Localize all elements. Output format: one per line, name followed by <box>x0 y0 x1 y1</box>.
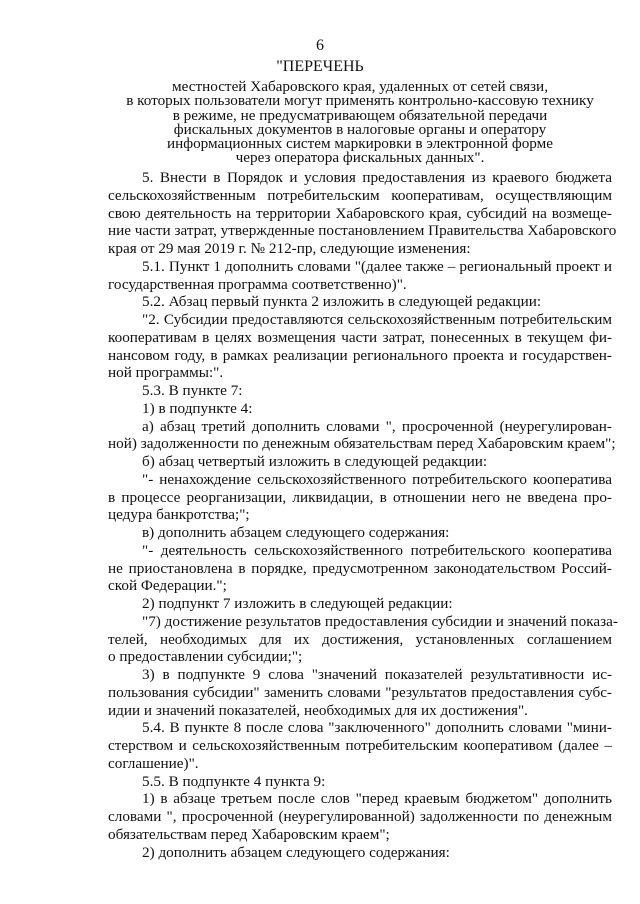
body-line: государственная программа соответственно)". <box>108 275 407 293</box>
body-line: в) дополнить абзацем следующего содержания: <box>142 524 450 541</box>
body-line: цедура банкротства;"; <box>108 506 250 524</box>
body-line: 5.1. Пункт 1 дополнить словами "(далее также – региональный проект и <box>142 257 612 275</box>
subtitle-line: фискальных документов в налоговые органы и оператору <box>173 120 547 138</box>
body-line: идии и значений показателей, необходимых для их достижения". <box>108 701 528 719</box>
page-number: 6 <box>316 37 324 54</box>
subtitle-line: через оператора фискальных данных". <box>235 149 485 167</box>
body-line: в процессе реорганизации, ликвидации, в отношении него не введена про- <box>108 488 612 506</box>
body-line: 2) дополнить абзацем следующего содержания: <box>142 843 450 861</box>
body-line: 2) подпункт 7 изложить в следующей редакции: <box>142 595 453 612</box>
body-line: кооперативам в целях возмещения части затрат, понесенных в текущем фи- <box>108 328 612 346</box>
subtitle-line: информационных систем маркировки в электронной форме <box>166 135 554 153</box>
subtitle-line: местностей Хабаровского края, удаленных от сетей связи, <box>171 78 548 95</box>
body-line: ской Федерации."; <box>108 577 227 595</box>
subtitle-line: в режиме, не предусматривающем обязательной передачи <box>172 106 548 124</box>
body-line: "- ненахождение сельскохозяйственного потребительского кооператива <box>142 470 612 488</box>
body-line: "- деятельность сельскохозяйственного потребительского кооператива <box>142 541 612 559</box>
body-line: 3) в подпункте 9 слова "значений показателей результативности ис- <box>142 666 612 683</box>
body-line: 5. Внести в Порядок и условия предоставления из краевого бюджета <box>142 169 612 186</box>
body-line: ние части затрат, утвержденные постановлением Правительства Хабаровского <box>108 222 617 240</box>
body-line: "7) достижение результатов предоставления субсидии и значений показа- <box>142 612 618 630</box>
body-line: телей, необходимых для их достижения, установленных соглашением <box>108 630 612 648</box>
body-line: сельскохозяйственным потребительским кооперативам, осуществляющим <box>108 186 612 204</box>
body-line: 1) в абзаце третьем после слов "перед краевым бюджетом" дополнить <box>142 790 612 808</box>
body-line: соглашение)". <box>108 754 199 772</box>
body-line: "2. Субсидии предоставляются сельскохозяйственным потребительским <box>142 311 612 328</box>
body-line: 5.3. В пункте 7: <box>142 382 243 399</box>
body-line: словами ", просроченной (неурегулированной) задолженности по денежным <box>108 808 612 825</box>
body-line: а) абзац третий дополнить словами ", просроченной (неурегулирован- <box>142 417 612 435</box>
body-line: ной программы:". <box>108 364 224 382</box>
body-line: б) абзац четвертый изложить в следующей редакции: <box>142 453 488 470</box>
body-line: стерством и сельскохозяйственным потребительским кооперативом (далее – <box>108 737 612 754</box>
subtitle-line: в которых пользователи могут применять контрольно-кассовую технику <box>126 92 594 110</box>
body-line: о предоставлении субсидии;"; <box>108 648 303 666</box>
list-heading: "ПЕРЕЧЕНЬ <box>276 58 364 75</box>
body-line: ной) задолженности по денежным обязательствам перед Хабаровским краем"; <box>108 435 616 453</box>
body-line: 1) в подпункте 4: <box>142 399 253 417</box>
body-line: 5.2. Абзац первый пункта 2 изложить в следующей редакции: <box>142 293 542 311</box>
body-line: 5.4. В пункте 8 после слова "заключенного" дополнить словами "мини- <box>142 719 612 737</box>
body-line: 5.5. В подпункте 4 пункта 9: <box>142 772 326 790</box>
document-body <box>108 169 618 861</box>
body-line: пользования субсидии" заменить словами "результатов предоставления субс- <box>108 683 612 701</box>
body-line: не приостановлена в порядке, предусмотренном законодательством Россий- <box>108 559 612 577</box>
body-line: свою деятельность на территории Хабаровского края, субсидий на возмеще- <box>108 204 612 222</box>
list-subtitle <box>96 80 624 166</box>
body-line: нансовом году, в рамках реализации регионального проекта и государствен- <box>108 346 612 364</box>
body-line: края от 29 мая 2019 г. № 212-пр, следующие изменения: <box>108 240 471 257</box>
body-line: обязательствам перед Хабаровским краем"; <box>108 825 390 843</box>
